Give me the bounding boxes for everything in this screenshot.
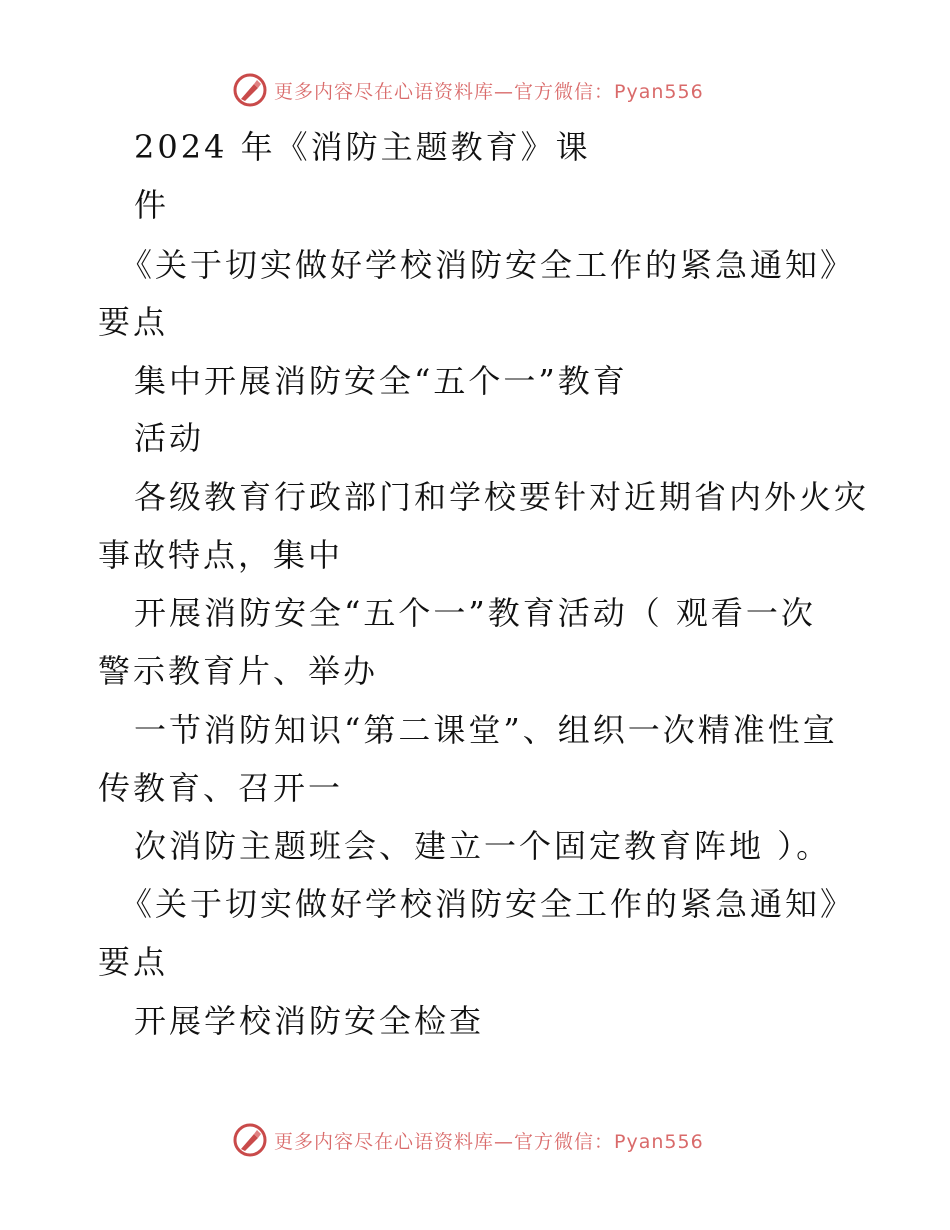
pen-logo-icon — [232, 1122, 268, 1158]
doc-paragraph-line: 事故特点，集中 — [98, 536, 344, 574]
doc-paragraph-line: 一节消防知识“第二课堂”、组织一次精准性宣 — [134, 711, 838, 749]
doc-title-line-1: 2024 年《消防主题教育》课 — [134, 128, 591, 166]
doc-paragraph-line: 各级教育行政部门和学校要针对近期省内外火灾 — [134, 478, 870, 516]
watermark-text: 更多内容尽在心语资料库—官方微信：Pyan556 — [274, 80, 704, 103]
doc-paragraph-line: 警示教育片、举办 — [98, 652, 379, 690]
watermark-header — [232, 70, 704, 110]
doc-notice-points-2: 要点 — [98, 943, 169, 981]
doc-notice-title-2: 《关于切实做好学校消防安全工作的紧急通知》 — [120, 885, 856, 923]
doc-section-heading-1: 集中开展消防安全“五个一”教育 — [134, 362, 628, 400]
pen-logo-icon — [232, 72, 268, 108]
doc-paragraph-line: 传教育、召开一 — [98, 769, 344, 807]
doc-paragraph-line: 开展消防安全“五个一”教育活动（ 观看一次 — [134, 594, 816, 632]
watermark-footer — [232, 1120, 704, 1160]
watermark-text: 更多内容尽在心语资料库—官方微信：Pyan556 — [274, 1130, 704, 1153]
doc-title-line-2: 件 — [134, 186, 170, 224]
doc-section-heading-2: 开展学校消防安全检查 — [134, 1002, 485, 1040]
doc-notice-title-1: 《关于切实做好学校消防安全工作的紧急通知》 — [120, 246, 856, 284]
doc-section-heading-1-cont: 活动 — [134, 419, 205, 457]
doc-paragraph-line: 次消防主题班会、建立一个固定教育阵地 ）。 — [134, 827, 832, 865]
doc-notice-points-1: 要点 — [98, 303, 169, 341]
